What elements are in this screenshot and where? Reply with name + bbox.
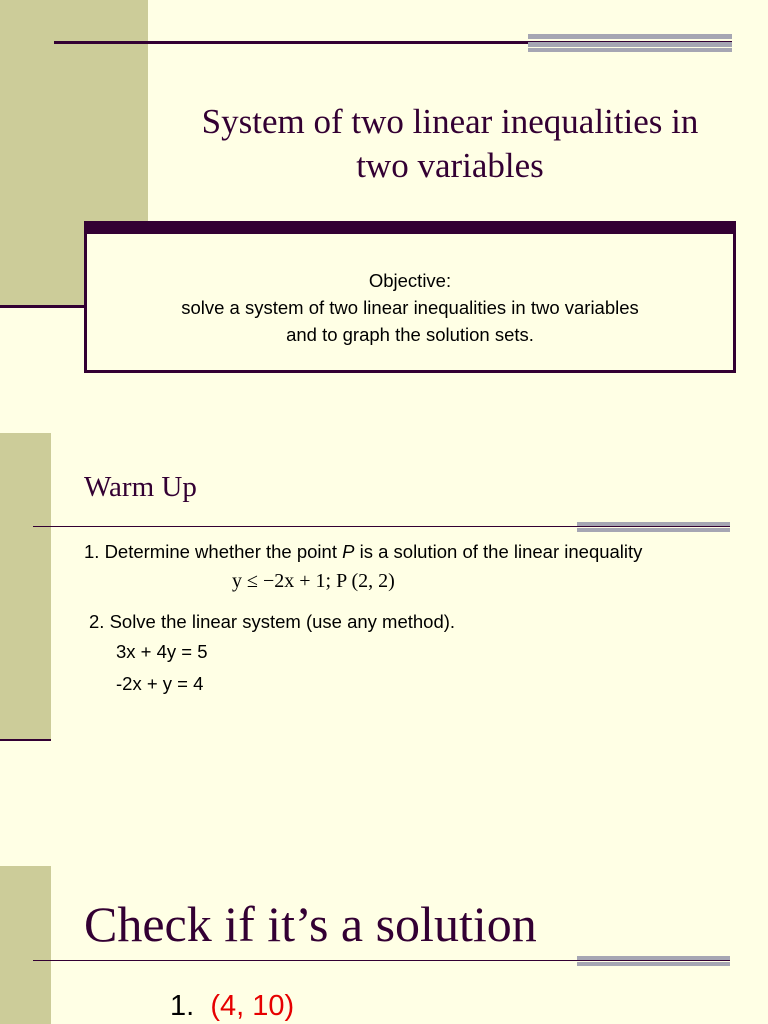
equation-2: -2x + y = 4 — [116, 673, 204, 694]
sidebar-rule — [0, 305, 86, 308]
objective-line-2: and to graph the solution sets. — [286, 324, 534, 345]
point-label: P — [342, 541, 355, 562]
sidebar-accent — [0, 433, 51, 741]
item-number: 1. — [170, 990, 195, 1022]
warm-up-body — [84, 538, 744, 700]
objective-label: Objective: — [368, 270, 452, 291]
check-heading: Check if it’s a solution — [84, 896, 537, 952]
question-1-prefix: 1. Determine whether the point — [84, 541, 343, 562]
grey-accent-bar — [528, 34, 732, 52]
sidebar-accent — [0, 866, 51, 1024]
sidebar-rule — [0, 739, 51, 741]
objective-text — [87, 267, 733, 348]
inequality-formula: y ≤ −2x + 1; P (2, 2) — [232, 570, 395, 592]
title-line-2: two variables — [356, 146, 544, 185]
title-line-1: System of two linear inequalities in — [201, 102, 699, 141]
question-1 — [84, 538, 744, 566]
slide-check-solution — [0, 866, 768, 1024]
question-2: 2. Solve the linear system (use any method). — [89, 611, 456, 632]
equation-1: 3x + 4y = 5 — [116, 641, 208, 662]
grey-accent-bar — [577, 522, 730, 532]
slide-title — [0, 0, 768, 430]
grey-accent-bar — [577, 956, 730, 966]
item-point: (4, 10) — [210, 990, 295, 1022]
warm-up-heading: Warm Up — [84, 471, 197, 503]
objective-line-1: solve a system of two linear inequalities in two variables — [181, 297, 639, 318]
objective-box — [84, 221, 736, 373]
slide-warm-up — [0, 433, 768, 863]
check-item-1 — [170, 990, 294, 1023]
slide-title-text — [160, 100, 740, 188]
question-1-suffix: is a solution of the linear inequality — [354, 541, 643, 562]
